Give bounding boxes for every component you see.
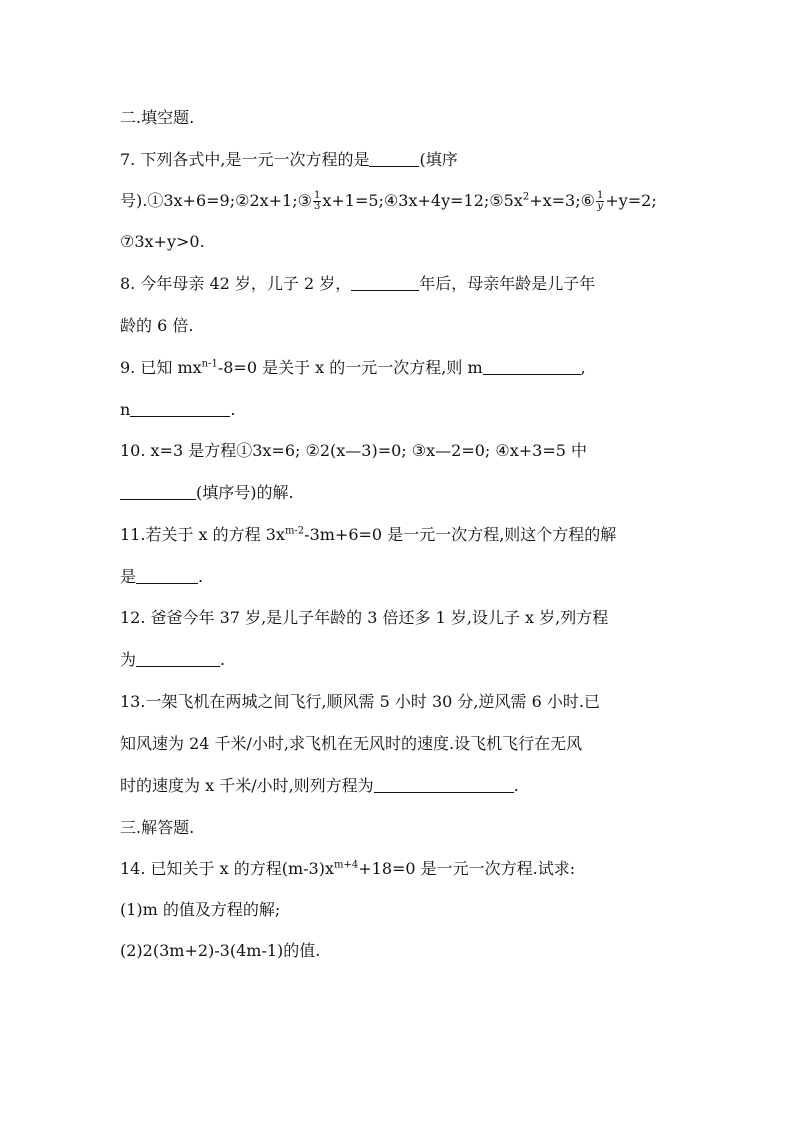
question-14-part-2: (2)2(3m+2)-3(4m-1)的值. xyxy=(120,941,321,960)
question-12-line-2: 为 . xyxy=(120,650,226,669)
question-7-line-1: 7. 下列各式中,是一元一次方程的是 (填序 xyxy=(120,150,458,169)
question-7-line-2: 号).①3x+6=9;②2x+1;③ $\frac{1}{3}$ $x+1=5;④3x+4y=12;⑤5x^2+x=3;⑥$ $\frac{1}{y}$ +y=2; xyxy=(120,190,657,212)
question-8-line-2: 龄的 6 倍. xyxy=(120,316,194,335)
answer-blank[interactable] xyxy=(120,483,196,500)
section-3-heading: 三.解答题. xyxy=(120,818,195,837)
question-10-line-1: 10. x=3 是方程①3x=6; ②2(x—3)=0; ③x—2=0; ④x+3=5 中 xyxy=(120,441,588,460)
fraction-one-over-y: $\frac{1}{y}$ xyxy=(596,190,604,212)
question-13-line-3: 时的速度为 x 千米/小时,则列方程为 . xyxy=(120,776,519,795)
question-7-line-3: ⑦3x+y>0. xyxy=(120,232,205,251)
answer-blank[interactable] xyxy=(369,150,419,167)
question-9-line-1: 9. 已知 $mx^{n-1}-8=0$ 是关于 x 的一元一次方程,则 m , xyxy=(120,358,586,377)
answer-blank[interactable] xyxy=(130,400,230,417)
answer-blank[interactable] xyxy=(374,776,514,793)
question-10-line-2: (填序号)的解. xyxy=(120,482,680,504)
answer-blank[interactable] xyxy=(351,274,419,291)
question-14-line-1: 14. 已知关于 x 的方程$(m-3)x^{m+4}+18=0$ 是一元一次方程.试求: xyxy=(120,859,576,878)
question-11-line-1: 11.若关于 x 的方程 $3x^{m-2}-3m+6=0$ 是一元一次方程,则这个方程的解 xyxy=(120,525,617,544)
section-2-heading: 二.填空题. xyxy=(120,108,195,127)
question-9-line-2: n . xyxy=(120,400,236,419)
question-8-line-1: 8. 今年母亲 42 岁，儿子 2 岁， 年后，母亲年龄是儿子年 xyxy=(120,274,596,293)
question-11-line-2: 是 . xyxy=(120,567,204,586)
question-14-part-1: (1)m 的值及方程的解; xyxy=(120,900,281,919)
question-13-line-1: 13.一架飞机在两城之间飞行,顺风需 5 小时 30 分,逆风需 6 小时.已 xyxy=(120,692,600,711)
question-13-line-2: 知风速为 24 千米/小时,求飞机在无风时的速度.设飞机飞行在无风 xyxy=(120,734,583,753)
answer-blank[interactable] xyxy=(483,358,581,375)
answer-blank[interactable] xyxy=(136,567,198,584)
answer-blank[interactable] xyxy=(136,650,220,667)
fraction-one-third: $\frac{1}{3}$ xyxy=(313,190,321,212)
question-12-line-1: 12. 爸爸今年 37 岁,是儿子年龄的 3 倍还多 1 岁,设儿子 x 岁,列方程 xyxy=(120,608,609,627)
